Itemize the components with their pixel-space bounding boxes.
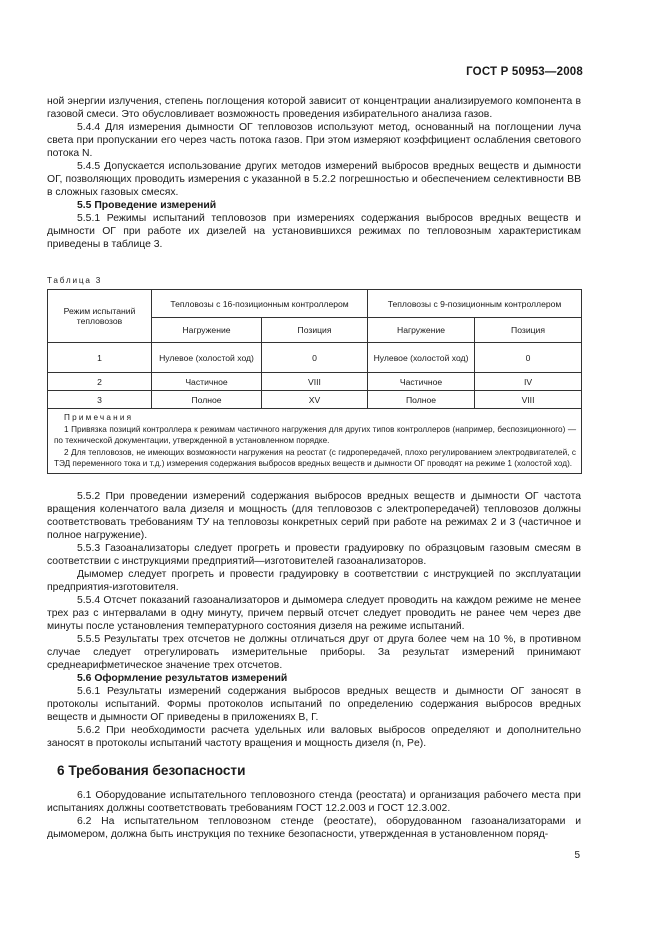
cell-position-9: VIII	[475, 391, 582, 409]
cell-mode: 3	[48, 391, 152, 409]
heading-5-5: 5.5 Проведение измерений	[77, 200, 217, 211]
text-block-section-6	[47, 789, 581, 841]
header-group-9: Тепловозы с 9-позиционным контроллером	[368, 290, 582, 318]
cell-load-9: Нулевое (холостой ход)	[368, 343, 475, 373]
note-2: 2 Для тепловозов, не имеющих возможности нагружения на реостат (с гидропередачей, плохо регулированием электродвигателей, с ТЭД переменного тока и т.д.) измерения содержания выбросов вредных веществ и дымности ОГ проводят на режиме 1 (холостой ход).	[54, 447, 577, 468]
cell-load-16: Частичное	[152, 373, 262, 391]
table-notes-row	[48, 409, 582, 474]
table-3	[47, 289, 582, 474]
table-notes	[48, 409, 582, 474]
text-block-top	[47, 95, 581, 251]
cell-position-9: IV	[475, 373, 582, 391]
paragraph-5-5-2: 5.5.2 При проведении измерений содержания выбросов вредных веществ и дымности ОГ частота вращения коленчатого вала дизеля и мощность (для тепловозов с электропередачей) тепловозов должны соответствовать требованиям ТУ на тепловозы конкретных серий при работе на режимах 2 и 3 (частичное и полное нагружение).	[47, 491, 581, 541]
table-row	[48, 343, 582, 373]
cell-load-16: Нулевое (холостой ход)	[152, 343, 262, 373]
subheader-load-9: Нагружение	[368, 318, 475, 343]
paragraph-5-6-2: 5.6.2 При необходимости расчета удельных или валовых выбросов определяют и дополнительно заносят в протоколы испытаний частоту вращения и мощность дизеля (n, Pe).	[47, 725, 581, 749]
cell-mode: 2	[48, 373, 152, 391]
paragraph-continuation: ной энергии излучения, степень поглощения которой зависит от концентрации анализируемого компонента в газовой смеси. Это обусловливает возможность проведения избирательного анализа газов.	[47, 96, 581, 120]
header-mode: Режим испытаний тепловозов	[48, 290, 152, 343]
cell-position-16: XV	[262, 391, 368, 409]
paragraph-5-4-4: 5.4.4 Для измерения дымности ОГ тепловозов используют метод, основанный на поглощении луча света при пропускании его через часть потока газов. При этом измеряют коэффициент ослабления светового потока N.	[47, 122, 581, 159]
notes-title: Примечания	[64, 413, 134, 422]
heading-5-6: 5.6 Оформление результатов измерений	[77, 673, 288, 684]
paragraph-5-5-1: 5.5.1 Режимы испытаний тепловозов при измерениях содержания выбросов вредных веществ и дымности ОГ при работе их дизелей на установившихся режимах по тепловозным характеристикам приведены в таблице 3.	[47, 213, 581, 250]
paragraph-5-4-5: 5.4.5 Допускается использование других методов измерений выбросов вредных веществ и дымности ОГ, позволяющих проводить измерения с указанной в 5.2.2 погрешностью и обеспечением селективности ВВ в сложных газовых смесях.	[47, 161, 581, 198]
cell-load-9: Полное	[368, 391, 475, 409]
paragraph-5-5-4: 5.5.4 Отсчет показаний газоанализаторов и дымомера следует проводить на каждом режиме не менее трех раз с интервалами в одну минуту, причем первый отсчет следует проводить не ранее чем через две минуты после установления температурного состояния дизеля на режиме испытаний.	[47, 595, 581, 632]
subheader-position-16: Позиция	[262, 318, 368, 343]
paragraph-6-1: 6.1 Оборудование испытательного тепловозного стенда (реостата) и организация рабочего места при испытаниях должны соответствовать требованиям ГОСТ 12.2.003 и ГОСТ 12.3.002.	[47, 790, 581, 814]
table-row	[48, 373, 582, 391]
paragraph-5-5-5: 5.5.5 Результаты трех отсчетов не должны отличаться друг от друга более чем на 10 %, в противном случае следует отрегулировать измерительные приборы. За результат измерений принимают среднеарифметическое значение трех отсчетов.	[47, 634, 581, 671]
cell-position-9: 0	[475, 343, 582, 373]
table-header-row	[48, 290, 582, 318]
text-block-middle	[47, 490, 581, 750]
paragraph-6-2: 6.2 На испытательном тепловозном стенде (реостате), оборудованном газоанализаторами и дымомером, должна быть инструкция по технике безопасности, утвержденная в установленном поряд-	[47, 816, 581, 840]
section-6-title: 6 Требования безопасности	[57, 763, 246, 778]
paragraph-5-6-1: 5.6.1 Результаты измерений содержания выбросов вредных веществ и дымности ОГ заносят в протоколы испытаний. Формы протоколов испытаний по определению содержания выбросов вредных веществ и дымности ОГ приведены в приложениях В, Г.	[47, 686, 581, 723]
subheader-position-9: Позиция	[475, 318, 582, 343]
subheader-load-16: Нагружение	[152, 318, 262, 343]
page-number: 5	[574, 850, 580, 861]
cell-mode: 1	[48, 343, 152, 373]
cell-position-16: 0	[262, 343, 368, 373]
cell-load-9: Частичное	[368, 373, 475, 391]
paragraph-5-5-3: 5.5.3 Газоанализаторы следует прогреть и провести градуировку по образцовым газовым смесям в соответствии с инструкциями предприятий—изготовителей газоанализаторов.	[47, 543, 581, 567]
header-group-16: Тепловозы с 16-позиционным контроллером	[152, 290, 368, 318]
table-caption: Таблица 3	[47, 276, 103, 285]
note-1: 1 Привязка позиций контроллера к режимам частичного нагружения для других типов контроллеров (например, беспозиционного) — по технической документации, утвержденной в установленном порядке.	[54, 424, 577, 445]
table-row	[48, 391, 582, 409]
cell-position-16: VIII	[262, 373, 368, 391]
standard-code-header: ГОСТ Р 50953—2008	[466, 66, 583, 78]
cell-load-16: Полное	[152, 391, 262, 409]
paragraph-smoke-meter: Дымомер следует прогреть и провести градуировку в соответствии с инструкцией по эксплуатации предприятия-изготовителя.	[47, 569, 581, 593]
